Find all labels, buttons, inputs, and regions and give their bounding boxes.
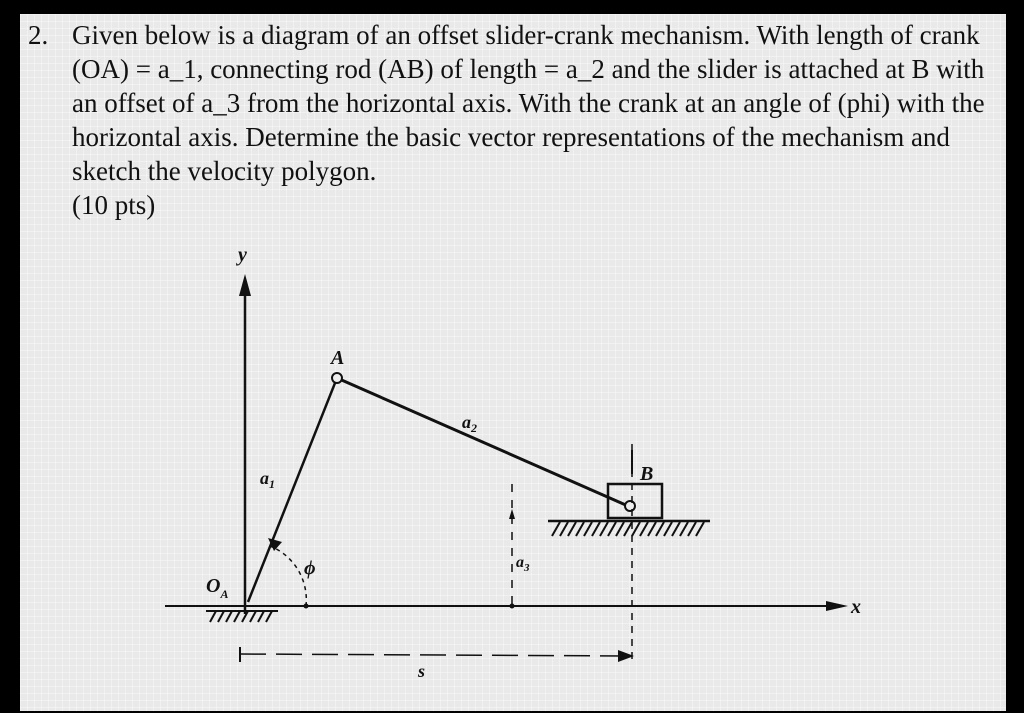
label-rod: $a_2$ xyxy=(462,412,477,435)
x-axis-arrowhead xyxy=(826,601,848,611)
offset-dot xyxy=(510,604,515,609)
problem-text: Given below is a diagram of an offset slider-crank mechanism. With length of crank (OA) = a_1, connecting rod (AB) of length = a_2 and the slider is attached at B with an offset of a_3 from the horizontal axis. With the crank at an angle of (phi) with the horizontal axis. Determine the basic vector representations of the mechanism and sketch the velocity polygon. xyxy=(72,20,985,186)
label-offset: $a_3$ xyxy=(516,554,530,574)
x-axis-label: x xyxy=(851,596,861,618)
label-crank: $a_1$ xyxy=(260,468,275,491)
s-dimension-line xyxy=(240,654,632,656)
label-crank-sub: 1 xyxy=(269,477,275,491)
problem-points: (10 pts) xyxy=(72,190,156,220)
label-point-b: B xyxy=(640,463,654,485)
problem-page xyxy=(20,14,1006,711)
label-distance: s xyxy=(418,661,426,681)
label-point-a: A xyxy=(331,347,345,369)
offset-arrowhead xyxy=(509,509,515,519)
y-axis-arrowhead xyxy=(239,274,251,296)
ground-hatch-origin xyxy=(206,611,278,622)
label-angle: ϕ xyxy=(304,557,316,579)
s-arrowhead xyxy=(618,650,634,662)
angle-dot xyxy=(304,604,309,609)
joint-b xyxy=(625,501,635,511)
crank-oa xyxy=(248,378,337,602)
label-rod-sub: 2 xyxy=(471,421,477,435)
angle-arc xyxy=(270,546,306,606)
problem-number: 2. xyxy=(28,20,49,50)
connecting-rod-ab xyxy=(337,378,628,506)
slider-crank-diagram xyxy=(20,14,1006,711)
joint-a xyxy=(332,373,342,383)
label-offset-sub: 3 xyxy=(524,562,530,574)
y-axis-label: y xyxy=(238,244,247,266)
label-origin-sub: A xyxy=(220,587,229,601)
label-origin: $O_A$ xyxy=(206,575,229,601)
slider-guide-hatch xyxy=(552,522,704,536)
